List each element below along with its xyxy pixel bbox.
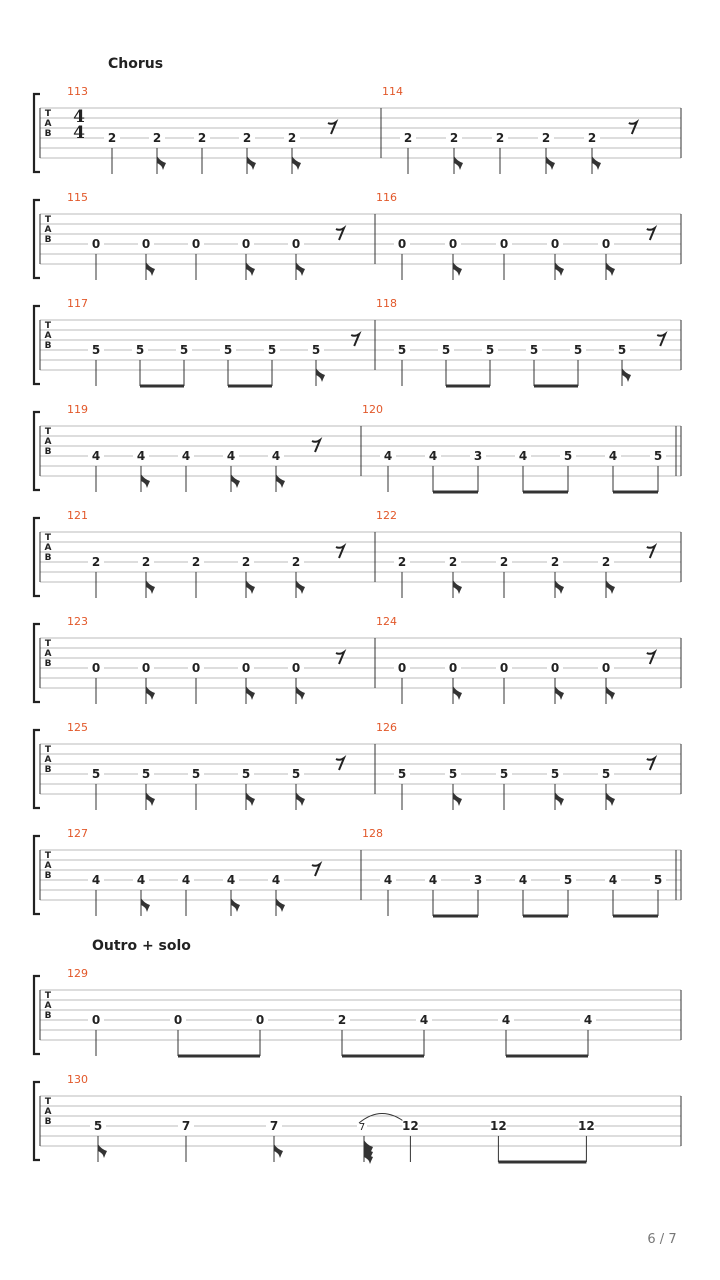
- fret-number: 2: [141, 555, 151, 569]
- fret-number: 2: [587, 131, 597, 145]
- fret-number: 4: [428, 449, 438, 463]
- tab-clef-letter: T: [44, 321, 52, 331]
- time-signature-top: 4: [73, 107, 85, 127]
- fret-number: 0: [601, 661, 611, 675]
- tab-system: [34, 938, 681, 1056]
- tab-clef-letter: A: [44, 861, 52, 871]
- tab-systems: [34, 56, 681, 1164]
- fret-number: 0: [191, 237, 201, 251]
- fret-number: 3: [473, 449, 483, 463]
- fret-number: 12: [490, 1119, 507, 1133]
- tab-system: [34, 56, 681, 174]
- tab-clef-letter: A: [44, 543, 52, 553]
- fret-number: 4: [608, 449, 618, 463]
- fret-number: 5: [563, 449, 573, 463]
- fret-number: 5: [499, 767, 509, 781]
- system-bracket: [34, 94, 40, 172]
- measure-number: 126: [376, 721, 397, 734]
- fret-number: 2: [601, 555, 611, 569]
- tab-clef-letter: B: [44, 1117, 52, 1127]
- fret-number: 0: [141, 661, 151, 675]
- fret-number: 5: [563, 873, 573, 887]
- fret-number: 5: [93, 1119, 103, 1133]
- fret-number: 12: [402, 1119, 419, 1133]
- fret-number: 4: [136, 873, 146, 887]
- measure-number: 127: [67, 827, 88, 840]
- fret-number: 0: [448, 661, 458, 675]
- fret-number: 0: [291, 237, 301, 251]
- tab-clef-letter: T: [44, 991, 52, 1001]
- fret-number: 4: [181, 449, 191, 463]
- measure-number: 117: [67, 297, 88, 310]
- fret-number: 5: [241, 767, 251, 781]
- fret-number: 0: [550, 661, 560, 675]
- measure-number: 116: [376, 191, 397, 204]
- section-label: Chorus: [108, 56, 164, 72]
- fret-number: 2: [397, 555, 407, 569]
- measure-number: 114: [382, 85, 403, 98]
- tab-clef-letter: B: [44, 447, 52, 457]
- fret-number: 4: [583, 1013, 593, 1027]
- fret-number: 7: [181, 1119, 191, 1133]
- fret-number: 4: [271, 449, 281, 463]
- tab-clef-letter: A: [44, 1001, 52, 1011]
- fret-number: 2: [152, 131, 162, 145]
- measure-number: 130: [67, 1073, 88, 1086]
- fret-number: 0: [241, 661, 251, 675]
- measure-number: 119: [67, 403, 88, 416]
- fret-number: 5: [550, 767, 560, 781]
- fret-number: 2: [291, 555, 301, 569]
- fret-number: 2: [191, 555, 201, 569]
- measure-number: 123: [67, 615, 88, 628]
- tab-clef-letter: A: [44, 225, 52, 235]
- fret-number: 0: [241, 237, 251, 251]
- fret-number: 0: [141, 237, 151, 251]
- tab-system: [34, 615, 681, 704]
- fret-number: 4: [271, 873, 281, 887]
- fret-number: 5: [191, 767, 201, 781]
- fret-number: 5: [485, 343, 495, 357]
- fret-number: 2: [550, 555, 560, 569]
- measure-number: 124: [376, 615, 397, 628]
- fret-number: 5: [441, 343, 451, 357]
- tab-clef-letter: T: [44, 745, 52, 755]
- section-label: Outro + solo: [92, 938, 191, 954]
- fret-number: 4: [518, 873, 528, 887]
- tab-clef-letter: B: [44, 765, 52, 775]
- fret-number: 0: [91, 1013, 101, 1027]
- fret-number: 4: [518, 449, 528, 463]
- tab-clef-letter: A: [44, 119, 52, 129]
- fret-number: 4: [383, 449, 393, 463]
- tab-clef-letter: T: [44, 427, 52, 437]
- fret-number: 2: [337, 1013, 347, 1027]
- tab-system: [34, 721, 681, 810]
- measure-number: 128: [362, 827, 383, 840]
- fret-number: 4: [91, 873, 101, 887]
- tab-clef-letter: T: [44, 533, 52, 543]
- fret-number: 5: [267, 343, 277, 357]
- fret-number: 5: [179, 343, 189, 357]
- tab-clef-letter: B: [44, 1011, 52, 1021]
- tab-clef-letter: B: [44, 659, 52, 669]
- tab-system: [34, 1073, 681, 1164]
- fret-number: 5: [601, 767, 611, 781]
- system-bracket: [34, 306, 40, 384]
- fret-number: 2: [91, 555, 101, 569]
- fret-number: 5: [573, 343, 583, 357]
- fret-number: 0: [601, 237, 611, 251]
- fret-number: 2: [403, 131, 413, 145]
- tab-clef-letter: T: [44, 215, 52, 225]
- fret-number: 0: [91, 237, 101, 251]
- fret-number: 4: [226, 449, 236, 463]
- fret-number: 2: [495, 131, 505, 145]
- fret-number: 5: [291, 767, 301, 781]
- tab-system: [34, 403, 681, 492]
- tab-clef-letter: T: [44, 1097, 52, 1107]
- tab-clef-letter: B: [44, 553, 52, 563]
- tab-clef-letter: A: [44, 437, 52, 447]
- time-signature-bottom: 4: [73, 123, 85, 143]
- system-bracket: [34, 1082, 40, 1160]
- fret-number: 12: [578, 1119, 595, 1133]
- tab-clef-letter: A: [44, 1107, 52, 1117]
- tab-system: [34, 827, 681, 916]
- tab-system: [34, 191, 681, 280]
- fret-number: 2: [448, 555, 458, 569]
- fret-number: 5: [653, 873, 663, 887]
- measure-number: 122: [376, 509, 397, 522]
- fret-number: 4: [383, 873, 393, 887]
- measure-number: 113: [67, 85, 88, 98]
- tab-clef-letter: B: [44, 871, 52, 881]
- tab-clef-letter: A: [44, 649, 52, 659]
- fret-number: 7: [269, 1119, 279, 1133]
- system-bracket: [34, 836, 40, 914]
- fret-number: 7: [358, 1122, 366, 1133]
- system-bracket: [34, 518, 40, 596]
- system-bracket: [34, 976, 40, 1054]
- fret-number: 4: [91, 449, 101, 463]
- fret-number: 4: [608, 873, 618, 887]
- system-bracket: [34, 730, 40, 808]
- system-bracket: [34, 412, 40, 490]
- fret-number: 5: [529, 343, 539, 357]
- measure-number: 125: [67, 721, 88, 734]
- fret-number: 4: [181, 873, 191, 887]
- fret-number: 0: [191, 661, 201, 675]
- tab-clef-letter: B: [44, 129, 52, 139]
- fret-number: 4: [226, 873, 236, 887]
- fret-number: 0: [550, 237, 560, 251]
- fret-number: 5: [223, 343, 233, 357]
- fret-number: 2: [541, 131, 551, 145]
- fret-number: 2: [241, 555, 251, 569]
- fret-number: 5: [135, 343, 145, 357]
- fret-number: 5: [91, 767, 101, 781]
- fret-number: 4: [428, 873, 438, 887]
- fret-number: 0: [397, 661, 407, 675]
- tab-clef-letter: B: [44, 341, 52, 351]
- fret-number: 4: [501, 1013, 511, 1027]
- tab-clef-letter: T: [44, 639, 52, 649]
- fret-number: 2: [107, 131, 117, 145]
- measure-number: 118: [376, 297, 397, 310]
- fret-number: 5: [397, 767, 407, 781]
- fret-number: 0: [173, 1013, 183, 1027]
- fret-number: 2: [197, 131, 207, 145]
- fret-number: 0: [91, 661, 101, 675]
- fret-number: 5: [141, 767, 151, 781]
- tab-system: [34, 509, 681, 598]
- tab-clef-letter: A: [44, 755, 52, 765]
- measure-number: 115: [67, 191, 88, 204]
- fret-number: 2: [287, 131, 297, 145]
- fret-number: 5: [91, 343, 101, 357]
- system-bracket: [34, 200, 40, 278]
- fret-number: 0: [499, 661, 509, 675]
- tab-clef-letter: T: [44, 851, 52, 861]
- measure-number: 121: [67, 509, 88, 522]
- system-bracket: [34, 624, 40, 702]
- tab-clef-letter: B: [44, 235, 52, 245]
- fret-number: 0: [255, 1013, 265, 1027]
- fret-number: 3: [473, 873, 483, 887]
- fret-number: 0: [499, 237, 509, 251]
- fret-number: 5: [653, 449, 663, 463]
- fret-number: 5: [311, 343, 321, 357]
- fret-number: 4: [419, 1013, 429, 1027]
- fret-number: 2: [449, 131, 459, 145]
- measure-number: 120: [362, 403, 383, 416]
- fret-number: 5: [448, 767, 458, 781]
- fret-number: 5: [617, 343, 627, 357]
- tab-clef-letter: T: [44, 109, 52, 119]
- fret-number: 2: [499, 555, 509, 569]
- fret-number: 4: [136, 449, 146, 463]
- fret-number: 2: [242, 131, 252, 145]
- measure-number: 129: [67, 967, 88, 980]
- tab-system: [34, 297, 681, 386]
- fret-number: 5: [397, 343, 407, 357]
- page-number: 6 / 7: [647, 1232, 677, 1247]
- fret-number: 0: [397, 237, 407, 251]
- tab-clef-letter: A: [44, 331, 52, 341]
- fret-number: 0: [448, 237, 458, 251]
- fret-number: 0: [291, 661, 301, 675]
